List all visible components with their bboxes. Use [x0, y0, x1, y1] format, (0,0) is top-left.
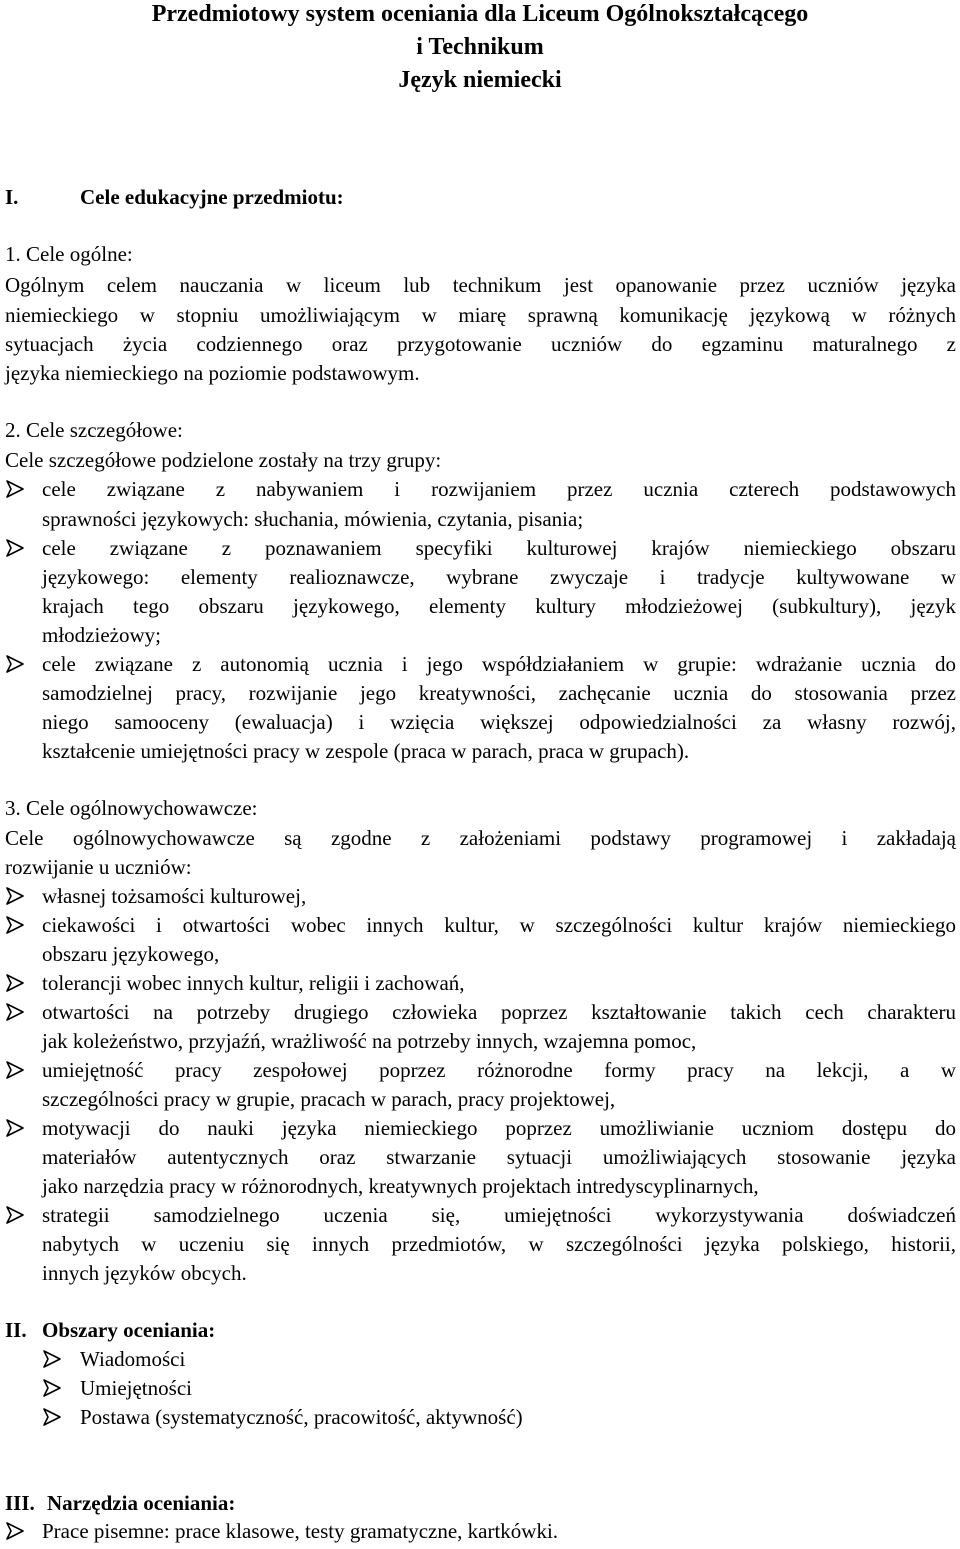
- arrow-bullet-icon: [42, 1403, 64, 1425]
- arrow-bullet-icon: [5, 534, 27, 556]
- arrow-bullet-icon: [5, 998, 27, 1020]
- section-1-title: Cele edukacyjne przedmiotu:: [80, 185, 344, 209]
- sub2-intro: Cele szczegółowe podzielone zostały na trzy grupy:: [5, 448, 442, 472]
- section-3-number: III.: [5, 1491, 35, 1515]
- list-item-line: strategii samodzielnego uczenia się, umiejętności wykorzystywania doświadczeń: [42, 1203, 956, 1227]
- list-item-line: językowego: elementy realioznawcze, wybrane zwyczaje i tradycje kultywowane w: [42, 565, 956, 589]
- sub1-line: języka niemieckiego na poziomie podstawowym.: [5, 361, 420, 385]
- arrow-bullet-icon: [42, 1345, 64, 1367]
- list-item-line: cele związane z autonomią ucznia i jego współdziałaniem w grupie: wdrażanie ucznia do: [42, 652, 956, 676]
- sub1-line: niemieckiego w stopniu umożliwiającym w miarę sprawną komunikację językową w różnych: [5, 303, 956, 327]
- list-item-line: otwartości na potrzeby drugiego człowieka poprzez kształtowanie takich cech charakteru: [42, 1000, 956, 1024]
- list-item-line: kształcenie umiejętności pracy w zespole (praca w parach, praca w grupach).: [42, 739, 690, 763]
- section-1-number: I.: [5, 185, 19, 209]
- list-item-line: tolerancji wobec innych kultur, religii i zachowań,: [42, 971, 465, 995]
- arrow-bullet-icon: [5, 1056, 27, 1078]
- arrow-bullet-icon: [5, 911, 27, 933]
- list-item-line: Postawa (systematyczność, pracowitość, aktywność): [80, 1405, 523, 1429]
- list-item-line: samodzielnej pracy, rozwijanie jego kreatywności, zachęcanie ucznia do stosowania przez: [42, 681, 956, 705]
- section-2-title: Obszary oceniania:: [42, 1318, 216, 1342]
- list-item-line: umiejętność pracy zespołowej poprzez różnorodne formy pracy na lekcji, a w: [42, 1058, 956, 1082]
- sub3-intro-line: Cele ogólnowychowawcze są zgodne z założeniami podstawy programowej i zakładają: [5, 826, 956, 850]
- list-item-line: cele związane z nabywaniem i rozwijaniem przez ucznia czterech podstawowych: [42, 477, 956, 501]
- section-1-heading: [5, 183, 956, 212]
- sub1-heading: 1. Cele ogólne:: [5, 242, 133, 266]
- list-item-line: innych języków obcych.: [42, 1261, 247, 1285]
- list-item-line: nabytych w uczeniu się innych przedmiotów, w szczególności języka polskiego, historii,: [42, 1232, 956, 1256]
- section-2-heading: [5, 1316, 956, 1345]
- list-item-line: Wiadomości: [80, 1347, 186, 1371]
- list-item-line: niego samooceny (ewaluacja) i wzięcia większej odpowiedzialności za własny rozwój,: [42, 710, 956, 734]
- list-item-line: motywacji do nauki języka niemieckiego poprzez umożliwianie uczniom dostępu do: [42, 1116, 956, 1140]
- title-line-1: Przedmiotowy system oceniania dla Liceum Ogólnokształcącego: [151, 1, 809, 27]
- list-item-line: szczególności pracy w grupie, pracach w parach, pracy projektowej,: [42, 1087, 616, 1111]
- arrow-bullet-icon: [5, 969, 27, 991]
- arrow-bullet-icon: [5, 1201, 27, 1223]
- arrow-bullet-icon: [5, 650, 27, 672]
- list-item-line: materiałów autentycznych oraz stwarzanie sytuacji umożliwiających stosowanie języka: [42, 1145, 956, 1169]
- section-3-title: Narzędzia oceniania:: [47, 1491, 236, 1515]
- arrow-bullet-icon: [5, 475, 27, 497]
- list-item-line: młodzieżowy;: [42, 623, 161, 647]
- sub3-heading: 3. Cele ogólnowychowawcze:: [5, 796, 258, 820]
- arrow-bullet-icon: [42, 1374, 64, 1396]
- section-3-heading: [5, 1489, 956, 1518]
- section-2-number: II.: [5, 1318, 27, 1342]
- list-item-line: Umiejętności: [80, 1376, 192, 1400]
- sub1-line: Ogólnym celem nauczania w liceum lub technikum jest opanowanie przez uczniów języka: [5, 273, 956, 297]
- list-item-line: cele związane z poznawaniem specyfiki kulturowej krajów niemieckiego obszaru: [42, 536, 956, 560]
- document-title: [0, 0, 960, 97]
- list-item-line: jak koleżeństwo, przyjaźń, wrażliwość na potrzeby innych, wzajemna pomoc,: [42, 1029, 697, 1053]
- list-item-line: krajach tego obszaru językowego, elementy kultury młodzieżowej (subkultury), język: [42, 594, 956, 618]
- arrow-bullet-icon: [5, 1114, 27, 1136]
- title-line-2: i Technikum: [416, 34, 544, 60]
- list-item-line: Prace pisemne: prace klasowe, testy gramatyczne, kartkówki.: [42, 1519, 559, 1543]
- sub1-line: sytuacjach życia codziennego oraz przygotowanie uczniów do egzaminu maturalnego z: [5, 332, 956, 356]
- list-item-line: jako narzędzia pracy w różnorodnych, kreatywnych projektach intredyscyplinarnych,: [42, 1174, 759, 1198]
- list-item-line: obszaru językowego,: [42, 942, 220, 966]
- list-item-line: własnej tożsamości kulturowej,: [42, 884, 307, 908]
- sub3-intro-line: rozwijanie u uczniów:: [5, 855, 192, 879]
- list-item-line: sprawności językowych: słuchania, mówienia, czytania, pisania;: [42, 507, 584, 531]
- arrow-bullet-icon: [5, 882, 27, 904]
- title-line-3: Język niemiecki: [398, 67, 562, 93]
- sub2-heading: 2. Cele szczegółowe:: [5, 418, 183, 442]
- list-item-line: ciekawości i otwartości wobec innych kultur, w szczególności kultur krajów niemieckiego: [42, 913, 956, 937]
- arrow-bullet-icon: [5, 1517, 27, 1539]
